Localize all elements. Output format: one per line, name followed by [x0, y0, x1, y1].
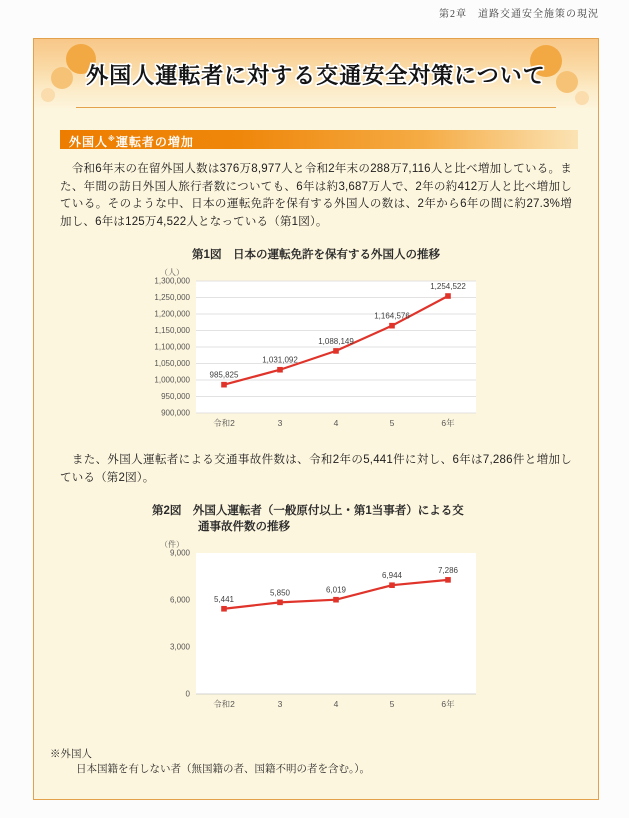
- data-point-label: 5,850: [269, 588, 291, 598]
- x-tick-label: 4: [333, 699, 339, 709]
- footnote-definition: 日本国籍を有しない者（無国籍の者、国籍不明の者を含む。）。: [76, 764, 370, 775]
- figure-1: [140, 247, 492, 440]
- section-heading-note-mark: ※: [108, 136, 116, 143]
- data-point-marker: [277, 600, 283, 606]
- y-tick-label: 1,000,000: [154, 375, 190, 385]
- data-point-label: 985,825: [209, 370, 239, 380]
- y-tick-label: 1,050,000: [154, 359, 190, 368]
- y-tick-label: 1,250,000: [154, 293, 190, 302]
- data-point-label: 6,019: [325, 585, 347, 595]
- data-point-label: 5,441: [213, 594, 235, 604]
- data-point-marker: [221, 382, 227, 388]
- data-point-label: 1,164,576: [374, 311, 410, 321]
- figure2-line-chart: [140, 537, 492, 721]
- section-heading: [60, 130, 578, 149]
- data-point-label: 1,254,522: [430, 282, 466, 292]
- y-tick-label: 1,100,000: [154, 342, 190, 352]
- footnote-term: ※外国人: [50, 749, 92, 760]
- y-tick-label: 1,300,000: [154, 276, 190, 286]
- y-axis-unit: （人）: [160, 268, 184, 277]
- chapter-header: 第2章 道路交通安全施策の現況: [439, 9, 599, 20]
- y-tick-label: 6,000: [169, 595, 190, 605]
- article-card: [33, 38, 599, 800]
- x-tick-label: 5: [389, 418, 395, 428]
- figure2-title: [140, 503, 492, 535]
- section-heading-text: [69, 135, 194, 149]
- decorative-circle: [575, 91, 589, 105]
- data-point-label: 1,031,092: [262, 355, 298, 365]
- figure1-title: 第1図 日本の運転免許を保有する外国人の推移: [192, 249, 440, 261]
- paragraph-1: 令和6年末の在留外国人数は376万8,977人と令和2年末の288万7,116人と比べ増加している。また、年間の訪日外国人旅行者数についても、6年は約3,687万人で、2年の約412万人と比べ増加している。そのような中、日本の運転免許を保有する外国人の数は、2年から6年の間に約27.3%増加し、6年は125万4,522人となっている（第1図）。: [60, 163, 572, 228]
- section-heading-suffix: 運転者の増加: [115, 135, 194, 149]
- data-point-marker: [333, 348, 339, 354]
- x-tick-label: 5: [389, 699, 395, 709]
- x-tick-label: 3: [277, 418, 283, 428]
- plot-area: [196, 553, 476, 694]
- x-tick-label: 6年: [441, 418, 455, 428]
- data-point-marker: [221, 606, 227, 612]
- data-point-marker: [445, 577, 451, 583]
- page-title: 外国人運転者に対する交通安全対策について: [86, 63, 546, 88]
- x-tick-label: 3: [277, 699, 283, 709]
- y-tick-label: 1,150,000: [154, 326, 190, 335]
- y-tick-label: 900,000: [161, 408, 190, 418]
- footnote: [50, 747, 578, 777]
- data-point-marker: [389, 582, 395, 588]
- data-point-marker: [277, 367, 283, 373]
- data-point-marker: [445, 293, 451, 299]
- figure-2: [140, 503, 492, 721]
- paragraph-2: また、外国人運転者による交通事故件数は、令和2年の5,441件に対し、6年は7,286件と増加している（第2図）。: [60, 454, 572, 484]
- y-tick-label: 9,000: [169, 548, 190, 558]
- x-tick-label: 令和2: [213, 699, 235, 709]
- y-tick-label: 3,000: [169, 642, 190, 652]
- x-tick-label: 令和2: [213, 418, 235, 428]
- y-tick-label: 1,200,000: [154, 309, 190, 319]
- data-point-marker: [333, 597, 339, 603]
- y-axis-unit: （件）: [160, 540, 184, 549]
- title-banner: [34, 39, 598, 108]
- y-tick-label: 950,000: [161, 392, 190, 401]
- data-point-label: 1,088,149: [318, 336, 354, 346]
- section-heading-prefix: 外国人: [69, 135, 109, 149]
- data-point-label: 6,944: [381, 571, 403, 581]
- x-tick-label: 4: [333, 418, 339, 428]
- data-point-label: 7,286: [437, 565, 459, 575]
- x-tick-label: 6年: [441, 699, 455, 709]
- figure1-line-chart: [140, 265, 492, 440]
- y-tick-label: 0: [185, 689, 190, 699]
- figure2-title-line1: 第2図 外国人運転者（一般原付以上・第1当事者）による交: [152, 505, 464, 517]
- banner-divider: [76, 107, 556, 108]
- decorative-circle: [41, 88, 55, 102]
- data-point-marker: [389, 323, 395, 329]
- figure2-title-line2: 通事故件数の推移: [198, 521, 290, 533]
